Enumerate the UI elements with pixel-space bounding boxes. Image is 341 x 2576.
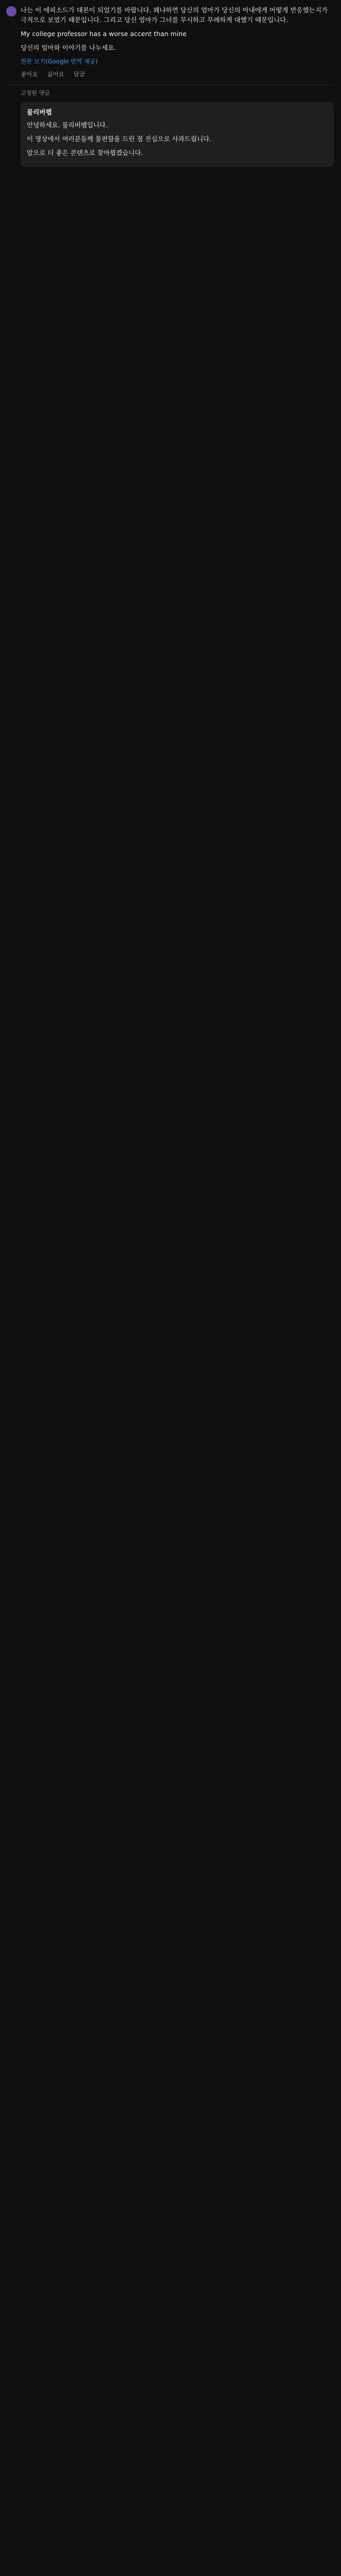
pinned-title: 물리버팹 bbox=[27, 108, 52, 116]
dislike-button[interactable]: 싫어요 bbox=[47, 71, 64, 78]
pinned-note: 고정된 댓글 bbox=[21, 90, 50, 96]
comment-paragraph: 당신의 엄마와 이야기를 나누세요. bbox=[21, 44, 116, 52]
like-button[interactable]: 좋아요 bbox=[21, 71, 38, 78]
pinned-paragraph: 안녕하세요. 물리버팹입니다. bbox=[27, 121, 108, 129]
comment-paragraph: My college professor has a worse accent than mine bbox=[21, 30, 187, 38]
comment bbox=[0, 0, 341, 84]
pinned-paragraph: 이 영상에서 여러분들께 불편함을 드린 점 진심으로 사과드립니다. bbox=[27, 135, 212, 143]
comment-paragraph: 나는 이 에피소드가 대본이 되었기를 바랍니다. 왜냐하면 당신의 엄마가 당신의 아내에게 어떻게 반응했는지가 극적으로 보였기 때문입니다. 그리고 당신 엄마가 그녀를 무시하고 무례하게 대했기 때문입니다. bbox=[21, 6, 330, 24]
comment-body bbox=[21, 5, 334, 53]
reply-button[interactable]: 답글 bbox=[73, 71, 85, 78]
pinned-paragraph: 앞으로 더 좋은 콘텐츠로 찾아뵙겠습니다. bbox=[27, 149, 143, 157]
avatar[interactable] bbox=[6, 6, 17, 16]
pinned-body bbox=[27, 120, 328, 158]
pinned-comment bbox=[21, 102, 334, 167]
translate-link[interactable]: 원본 보기(Google 번역 제공) bbox=[21, 58, 98, 65]
comment-thread bbox=[0, 0, 341, 167]
comment-actions bbox=[21, 70, 334, 79]
